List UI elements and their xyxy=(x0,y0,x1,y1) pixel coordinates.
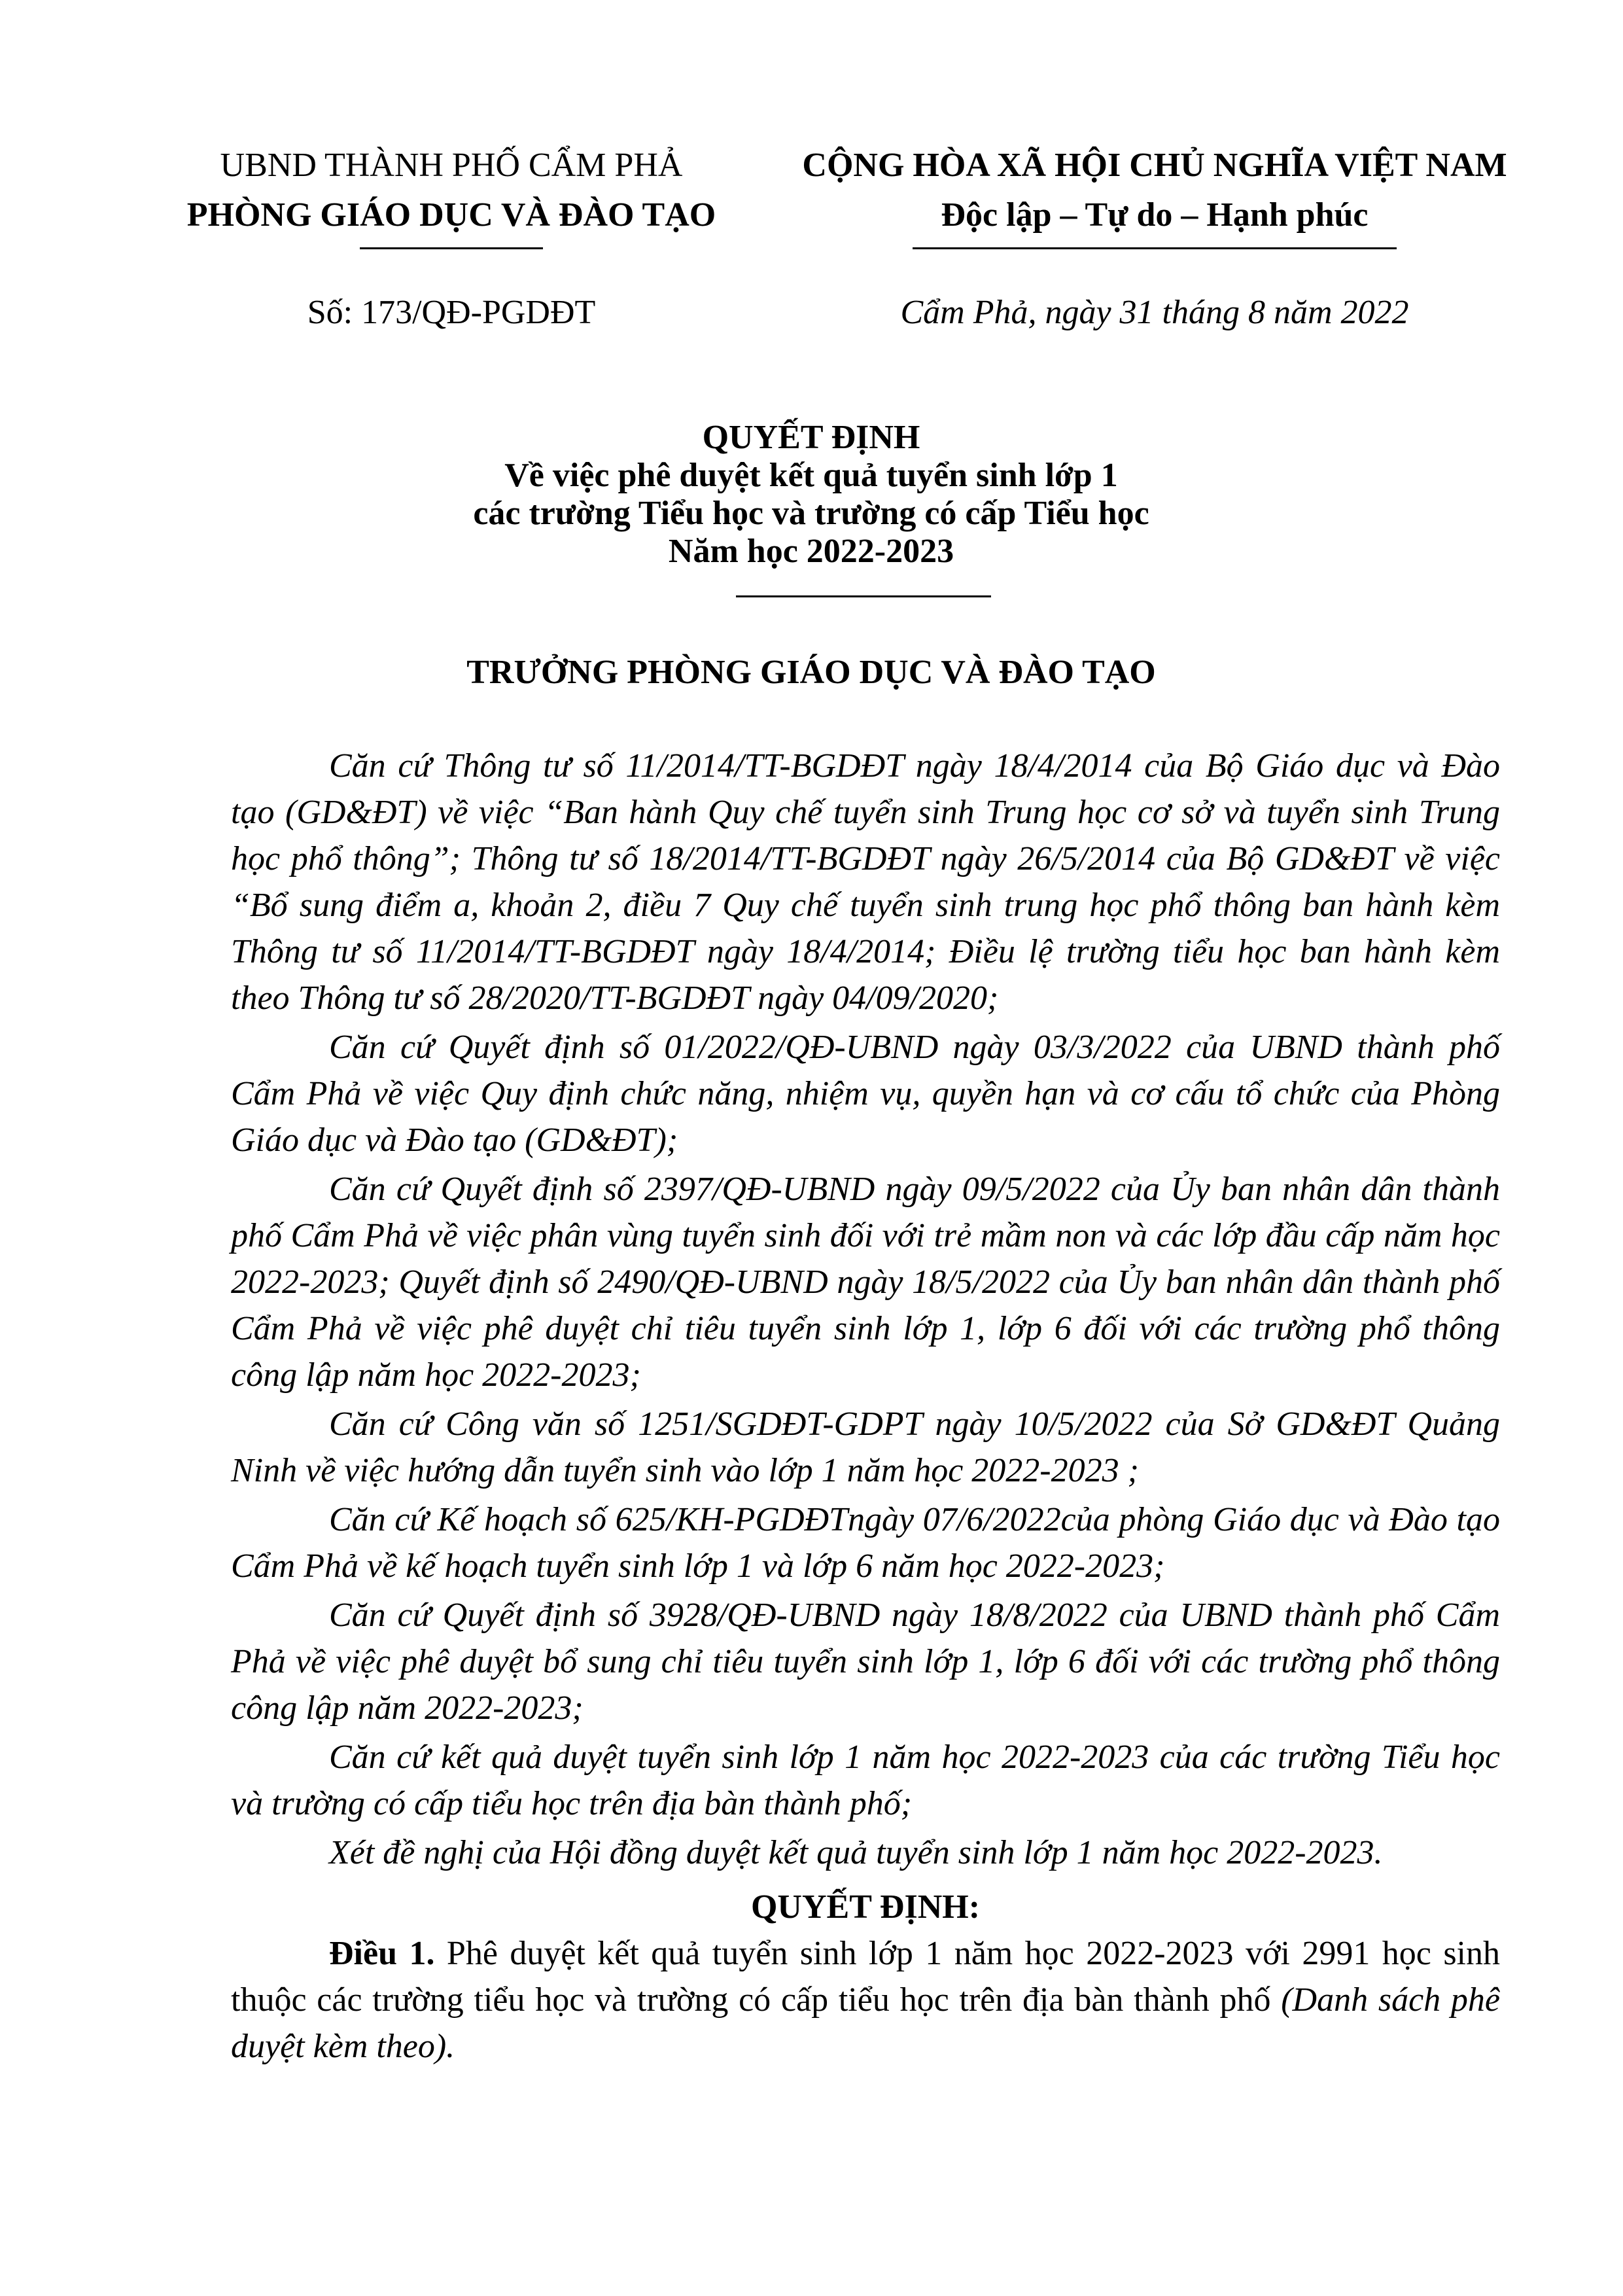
national-motto: Độc lập – Tự do – Hạnh phúc xyxy=(941,196,1369,234)
decision-heading: QUYẾT ĐỊNH: xyxy=(750,1888,981,1926)
article-1-note: (Danh sách phê duyệt kèm theo). xyxy=(231,1981,1501,2065)
document-title xyxy=(164,419,1459,571)
legal-basis-1: Căn cứ Thông tư số 11/2014/TT-BGDĐT ngày 18/4/2014 của Bộ Giáo dục và Đào tạo (GD&ĐT) về việc “Ban hành Quy chế tuyển sinh Trung học cơ sở và tuyển sinh Trung học phổ thông”; Thông tư số 18/2014/TT-BGDĐT ngày 26/5/2014 của Bộ GD&ĐT về việc “Bổ sung điểm a, khoản 2, điều 7 Quy chế tuyển sinh trung học phổ thông ban hành kèm Thông tư số 11/2014/TT-BGDĐT ngày 18/4/2014; Điều lệ trường tiểu học ban hành kèm theo Thông tư số 28/2020/TT-BGDĐT ngày 04/09/2020; xyxy=(231,747,1500,1017)
agency-underline xyxy=(360,247,543,249)
article-1-label: Điều 1. xyxy=(329,1935,435,1972)
national-motto-block xyxy=(752,141,1557,240)
country-name: CỘNG HÒA XÃ HỘI CHỦ NGHĨA VIỆT NAM xyxy=(802,147,1507,184)
legal-basis-5: Căn cứ Kế hoạch số 625/KH-PGDĐTngày 07/6/2022của phòng Giáo dục và Đào tạo Cẩm Phả về kế hoạch tuyển sinh lớp 1 và lớp 6 năm học 2022-2023; xyxy=(231,1501,1500,1585)
article-1-text: Phê duyệt kết quả tuyển sinh lớp 1 năm học 2022-2023 với 2991 học sinh thuộc các trường tiểu học và trường có cấp tiểu học trên địa bàn thành phố xyxy=(231,1935,1500,2019)
place-and-date: Cẩm Phả, ngày 31 tháng 8 năm 2022 xyxy=(900,294,1409,331)
motto-underline xyxy=(913,247,1397,249)
document-number: Số: 173/QĐ-PGDĐT xyxy=(307,294,596,331)
issuing-agency: PHÒNG GIÁO DỤC VÀ ĐÀO TẠO xyxy=(186,196,716,234)
parent-agency: UBND THÀNH PHỐ CẨM PHẢ xyxy=(220,147,683,184)
proposal-basis: Xét đề nghị của Hội đồng duyệt kết quả tuyển sinh lớp 1 năm học 2022-2023. xyxy=(329,1834,1383,1871)
article-1 xyxy=(231,1930,1500,2070)
title-school-year: Năm học 2022-2023 xyxy=(668,533,954,570)
issuing-agency-block xyxy=(164,141,739,240)
title-underline xyxy=(736,595,991,597)
legal-basis-3: Căn cứ Quyết định số 2397/QĐ-UBND ngày 09/5/2022 của Ủy ban nhân dân thành phố Cẩm Phả về việc phân vùng tuyển sinh đối với trẻ mầm non và các lớp đầu cấp năm học 2022-2023; Quyết định số 2490/QĐ-UBND ngày 18/5/2022 của Ủy ban nhân dân thành phố Cẩm Phả về việc phê duyệt chỉ tiêu tuyển sinh lớp 1, lớp 6 đối với các trường phổ thông công lập năm học 2022-2023; xyxy=(231,1171,1500,1394)
signer-title: TRƯỞNG PHÒNG GIÁO DỤC VÀ ĐÀO TẠO xyxy=(466,654,1156,691)
legal-basis-7: Căn cứ kết quả duyệt tuyển sinh lớp 1 năm học 2022-2023 của các trường Tiểu học và trường có cấp tiểu học trên địa bàn thành phố; xyxy=(231,1739,1500,1822)
title-type: QUYẾT ĐỊNH xyxy=(702,419,920,456)
legal-basis-6: Căn cứ Quyết định số 3928/QĐ-UBND ngày 18/8/2022 của UBND thành phố Cẩm Phả về việc phê duyệt bổ sung chỉ tiêu tuyển sinh lớp 1, lớp 6 đối với các trường phổ thông công lập năm 2022-2023; xyxy=(231,1597,1500,1727)
legal-basis-2: Căn cứ Quyết định số 01/2022/QĐ-UBND ngày 03/3/2022 của UBND thành phố Cẩm Phả về việc Quy định chức năng, nhiệm vụ, quyền hạn và cơ cấu tổ chức của Phòng Giáo dục và Đào tạo (GD&ĐT); xyxy=(231,1029,1500,1159)
title-subject-line2: các trường Tiểu học và trường có cấp Tiểu học xyxy=(473,495,1149,532)
title-subject-line1: Về việc phê duyệt kết quả tuyển sinh lớp 1 xyxy=(504,457,1118,494)
legal-basis-4: Căn cứ Công văn số 1251/SGDĐT-GDPT ngày 10/5/2022 của Sở GD&ĐT Quảng Ninh về việc hướng dẫn tuyển sinh vào lớp 1 năm học 2022-2023 ; xyxy=(231,1405,1500,1489)
document-body xyxy=(231,743,1500,2070)
